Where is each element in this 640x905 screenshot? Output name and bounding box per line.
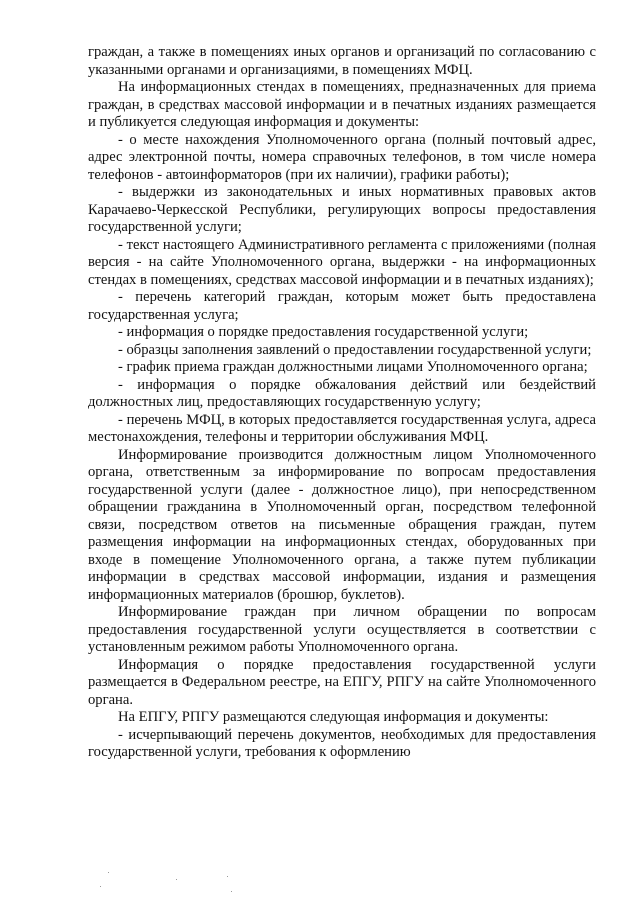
paragraph-informing-official: Информирование производится должностным лицом Уполномоченного органа, ответственным за информирование по вопросам предоставления государственной услуги (далее - должностное лицо), при непосредственном обращении гражданина в Уполномоченный орган, посредством телефонной связи, посредством ответов на письменные обращения граждан, путем размещения информации на информационных стендах, оборудованных при входе в помещение Уполномоченного органа, а также путем публикации информации в средствах массовой информации, издания и размещения информационных материалов (брошюр, буклетов).: [88, 446, 596, 603]
paragraph-epgu-rpgu: На ЕПГУ, РПГУ размещаются следующая информация и документы:: [118, 709, 549, 725]
list-item-procedure-info: - информация о порядке предоставления государственной услуги;: [118, 324, 529, 340]
paragraph-personal-visit: Информирование граждан при личном обращении по вопросам предоставления государственной услуги осуществляется в соответствии с установленным режимом работы Уполномоченного органа.: [88, 604, 596, 655]
document-page: [88, 44, 596, 762]
list-item-documents-list: - исчерпывающий перечень документов, необходимых для предоставления государственной услуги, требования к оформлению: [88, 726, 596, 760]
list-item-citizen-categories: - перечень категорий граждан, которым может быть предоставлена государственная услуга;: [88, 289, 596, 323]
paragraph-continuation: граждан, а также в помещениях иных органов и организаций по согласованию с указанными органами и организациями, в помещениях МФЦ.: [88, 44, 596, 78]
list-item-appeal-procedure: - информация о порядке обжалования действий или бездействий должностных лиц, предоставляющих государственную услугу;: [88, 376, 596, 410]
list-item-location: - о месте нахождения Уполномоченного органа (полный почтовый адрес, адрес электронной почты, номера справочных телефонов, в том числе номера телефонов - автоинформаторов (при их наличии), графики работы);: [88, 131, 596, 183]
list-item-legal-extracts: - выдержки из законодательных и иных нормативных правовых актов Карачаево-Черкесской Республики, регулирующих вопросы предоставления государственной услуги;: [88, 184, 596, 235]
paragraph-federal-register: Информация о порядке предоставления государственной услуги размещается в Федеральном реестре, на ЕПГУ, РПГУ на сайте Уполномоченного органа.: [88, 656, 596, 708]
list-item-mfc-list: - перечень МФЦ, в которых предоставляется государственная услуга, адреса местонахождения, телефоны и территории обслуживания МФЦ.: [88, 411, 596, 445]
list-item-regulation-text: - текст настоящего Административного регламента с приложениями (полная версия - на сайте Уполномоченного органа, выдержки - на информационных стендах в помещениях, средствах массовой информации и в печатных изданиях);: [88, 236, 596, 288]
list-item-reception-schedule: - график приема граждан должностными лицами Уполномоченного органа;: [118, 359, 588, 375]
paragraph-info-stands: На информационных стендах в помещениях, предназначенных для приема граждан, в средствах массовой информации и в печатных изданиях размещается и публикуется следующая информация и документы:: [88, 79, 596, 130]
list-item-application-samples: - образцы заполнения заявлений о предоставлении государственной услуги;: [118, 341, 592, 358]
